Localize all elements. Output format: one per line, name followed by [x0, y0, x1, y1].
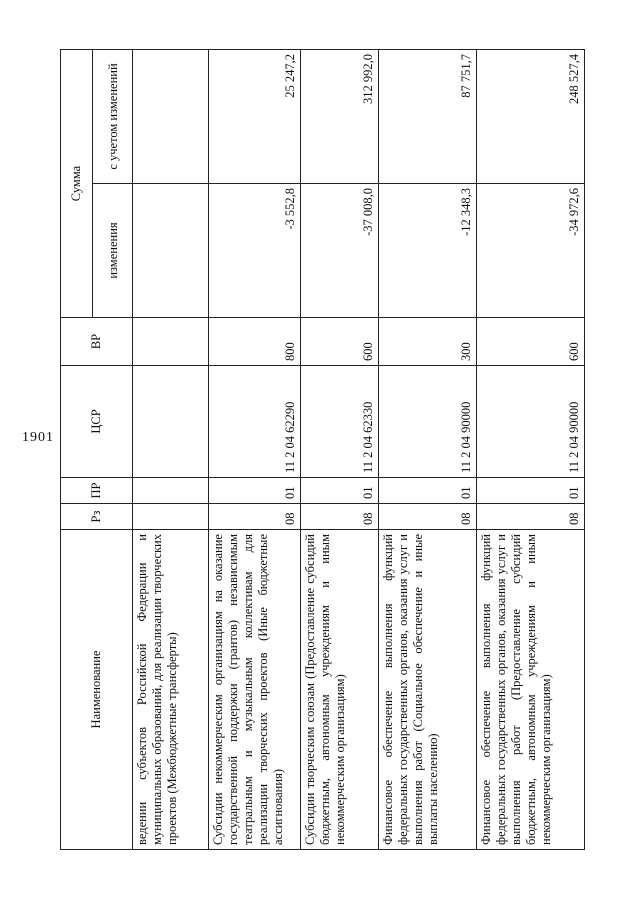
row-vr: 300 [379, 318, 477, 366]
row-rz: 08 [301, 504, 379, 530]
table-row [379, 50, 477, 850]
header-sum: Сумма [61, 50, 93, 318]
row-name: Финансовое обеспечение выполнения функций федеральных государственных органов, оказания услуг и выполнения работ (Предоставление субсидий бюджетным, автономным учреждениям и иным некоммерческим организациям) [477, 530, 585, 850]
rotated-page-content [60, 50, 630, 850]
header-with-changes: с учетом изменений [93, 50, 133, 184]
row-change: -12 348,3 [379, 184, 477, 318]
page-number: 1901 [22, 430, 54, 445]
row-csr: 11 2 04 90000 [379, 366, 477, 478]
row-change: -37 008,0 [301, 184, 379, 318]
row-pr: 01 [301, 478, 379, 504]
row-change: -3 552,8 [209, 184, 301, 318]
row-change: -34 972,6 [477, 184, 585, 318]
header-rz: Рз [61, 504, 133, 530]
row-csr [133, 366, 209, 478]
row-rz: 08 [477, 504, 585, 530]
header-change: изменения [93, 184, 133, 318]
row-vr: 800 [209, 318, 301, 366]
row-name: Субсидии некоммерческим организациям на оказание государственной поддержки (грантов) независимым театральным и музыкальным коллективам для реализации творческих проектов (Иные бюджетные ассигнования) [209, 530, 301, 850]
header-name: Наименование [61, 530, 133, 850]
table-row [209, 50, 301, 850]
table-row [477, 50, 585, 850]
header-vr: ВР [61, 318, 133, 366]
row-name: Финансовое обеспечение выполнения функций федеральных государственных органов, оказания услуг и выполнения работ (Социальное обеспечение и иные выплаты населению) [379, 530, 477, 850]
row-total: 25 247,2 [209, 50, 301, 184]
row-csr: 11 2 04 90000 [477, 366, 585, 478]
row-total [133, 50, 209, 184]
row-rz: 08 [379, 504, 477, 530]
header-pr: ПР [61, 478, 133, 504]
row-csr: 11 2 04 62290 [209, 366, 301, 478]
row-pr: 01 [209, 478, 301, 504]
row-rz: 08 [209, 504, 301, 530]
row-vr: 600 [301, 318, 379, 366]
row-pr [133, 478, 209, 504]
row-total: 87 751,7 [379, 50, 477, 184]
table-header [61, 50, 133, 850]
row-vr: 600 [477, 318, 585, 366]
row-change [133, 184, 209, 318]
row-total: 248 527,4 [477, 50, 585, 184]
row-vr [133, 318, 209, 366]
table-row [301, 50, 379, 850]
header-csr: ЦСР [61, 366, 133, 478]
row-name: ведении субъектов Российской Федерации и муниципальных образований, для реализации творческих проектов (Межбюджетные трансферты) [133, 530, 209, 850]
row-name: Субсидии творческим союзам (Предоставление субсидий бюджетным, автономным учреждениям и иным некоммерческим организациям) [301, 530, 379, 850]
row-csr: 11 2 04 62330 [301, 366, 379, 478]
row-pr: 01 [379, 478, 477, 504]
budget-table [60, 49, 585, 850]
row-pr: 01 [477, 478, 585, 504]
table-row [133, 50, 209, 850]
row-total: 312 992,0 [301, 50, 379, 184]
row-rz [133, 504, 209, 530]
